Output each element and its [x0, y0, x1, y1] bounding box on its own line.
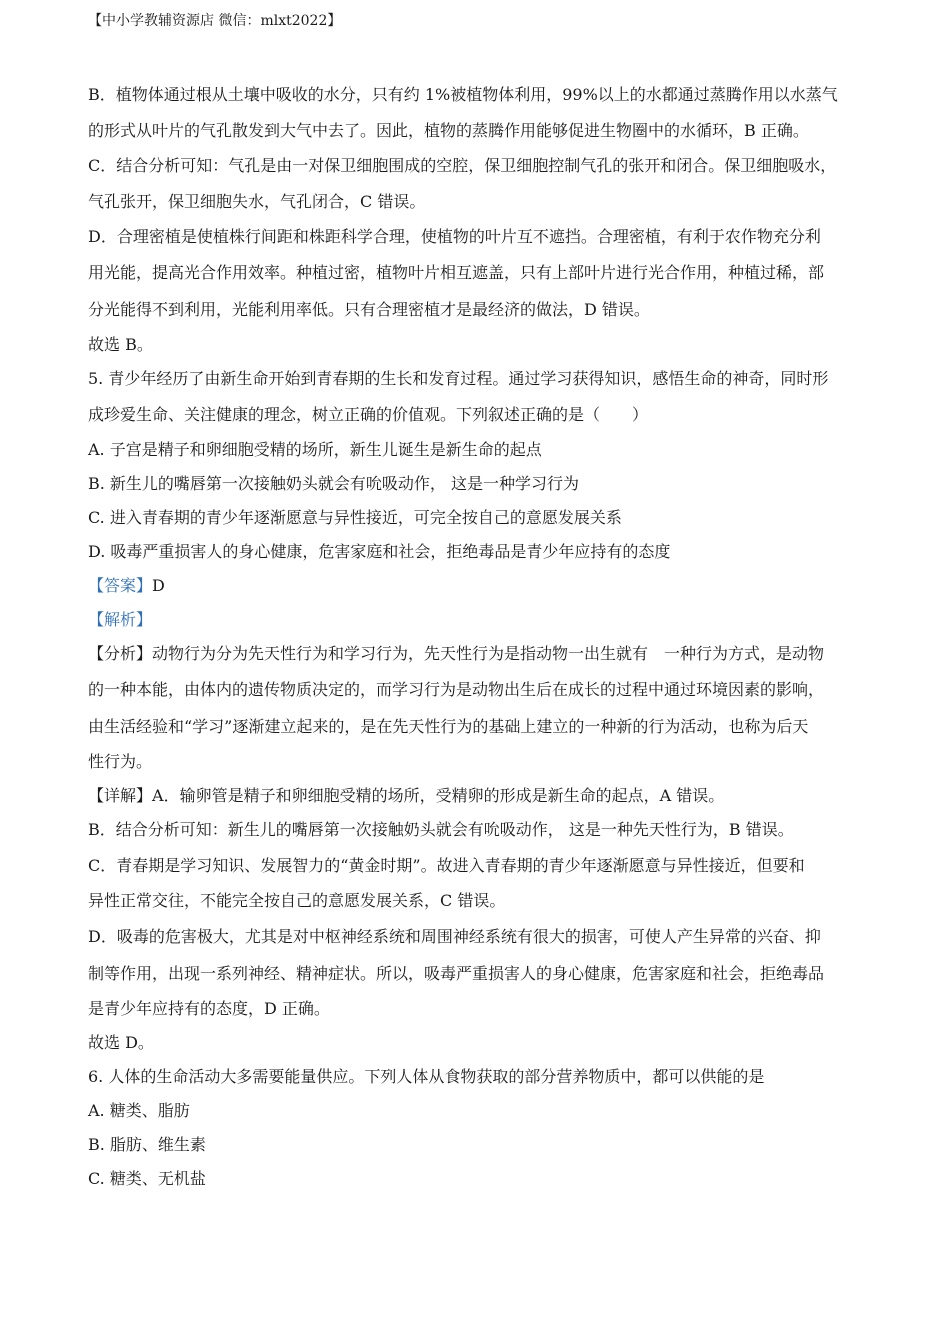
text-line: 由生活经验和“学习”逐渐建立起来的，是在先天性行为的基础上建立的一种新的行为活动，也称为后天 — [88, 717, 809, 736]
text-line: C．青春期是学习知识、发展智力的“黄金时期”。故进入青春期的青少年逐渐愿意与异性接近，但要和 — [88, 856, 805, 875]
option-d: D. 吸毒严重损害人的身心健康，危害家庭和社会，拒绝毒品是青少年应持有的态度 — [88, 542, 671, 561]
fenxi-tag: 【分析】 — [88, 644, 153, 663]
text-line: 故选 D。 — [88, 1033, 154, 1052]
document-body — [88, 78, 863, 1196]
option-b: B. 新生儿的嘴唇第一次接触奶头就会有吮吸动作， 这是一种学习行为 — [88, 474, 580, 493]
xiangjie-tag: 【详解】 — [88, 786, 153, 805]
text-line: 是青少年应持有的态度，D 正确。 — [88, 999, 330, 1018]
question-stem: 5. 青少年经历了由新生命开始到青春期的生长和发育过程。通过学习获得知识，感悟生命的神奇，同时形 — [88, 369, 829, 388]
answer-tag: 【答案】 — [88, 576, 153, 595]
analysis-tag: 【解析】 — [88, 610, 153, 629]
text-line: C．结合分析可知：气孔是由一对保卫细胞围成的空腔，保卫细胞控制气孔的张开和闭合。保卫细胞吸水， — [88, 156, 837, 175]
text-line: D．合理密植是使植株行间距和株距科学合理，使植物的叶片互不遮挡。合理密植，有利于农作物充分利 — [88, 227, 821, 246]
text-line: 制等作用，出现一系列神经、精神症状。所以，吸毒严重损害人的身心健康，危害家庭和社会，拒绝毒品 — [88, 964, 825, 983]
fenxi-line: 【分析】动物行为分为先天性行为和学习行为，先天性行为是指动物一出生就有 一种行为方式，是动物 — [88, 644, 825, 663]
text-line: B．结合分析可知：新生儿的嘴唇第一次接触奶头就会有吮吸动作， 这是一种先天性行为，B 错误。 — [88, 820, 794, 839]
text-line: 的形式从叶片的气孔散发到大气中去了。因此，植物的蒸腾作用能够促进生物圈中的水循环，B 正确。 — [88, 121, 809, 140]
option-a: A. 糖类、脂肪 — [88, 1101, 190, 1120]
text-line: 故选 B。 — [88, 335, 153, 354]
xiangjie-line: 【详解】A．输卵管是精子和卵细胞受精的场所，受精卵的形成是新生命的起点，A 错误。 — [88, 786, 725, 805]
text-line: 分光能得不到利用，光能利用率低。只有合理密植才是最经济的做法，D 错误。 — [88, 300, 650, 319]
option-c: C. 糖类、无机盐 — [88, 1169, 206, 1188]
text-line: D．吸毒的危害极大，尤其是对中枢神经系统和周围神经系统有很大的损害，可使人产生异常的兴奋、抑 — [88, 927, 821, 946]
text-line: 用光能，提高光合作用效率。种植过密，植物叶片相互遮盖，只有上部叶片进行光合作用，种植过稀，部 — [88, 263, 825, 282]
question-stem: 成珍爱生命、关注健康的理念，树立正确的价值观。下列叙述正确的是（ ） — [88, 405, 649, 424]
text-line: 气孔张开，保卫细胞失水，气孔闭合，C 错误。 — [88, 192, 426, 211]
text-line: B．植物体通过根从土壤中吸收的水分，只有约 1%被植物体利用，99%以上的水都通过蒸腾作用以水蒸气 — [88, 85, 838, 104]
text-line: 性行为。 — [88, 752, 153, 771]
question-stem: 6. 人体的生命活动大多需要能量供应。下列人体从食物获取的部分营养物质中，都可以供能的是 — [88, 1067, 765, 1086]
option-c: C. 进入青春期的青少年逐渐愿意与异性接近，可完全按自己的意愿发展关系 — [88, 508, 622, 527]
option-b: B. 脂肪、维生素 — [88, 1135, 206, 1154]
answer-line — [88, 569, 863, 603]
page-header: 【中小学教辅资源店 微信：mlxt2022】 — [88, 13, 342, 29]
text-line: 的一种本能，由体内的遗传物质决定的，而学习行为是动物出生后在成长的过程中通过环境因素的影响， — [88, 680, 825, 699]
answer-value: D — [152, 576, 165, 595]
text-line: 异性正常交往，不能完全按自己的意愿发展关系，C 错误。 — [88, 891, 506, 910]
option-a: A. 子宫是精子和卵细胞受精的场所，新生儿诞生是新生命的起点 — [88, 440, 542, 459]
